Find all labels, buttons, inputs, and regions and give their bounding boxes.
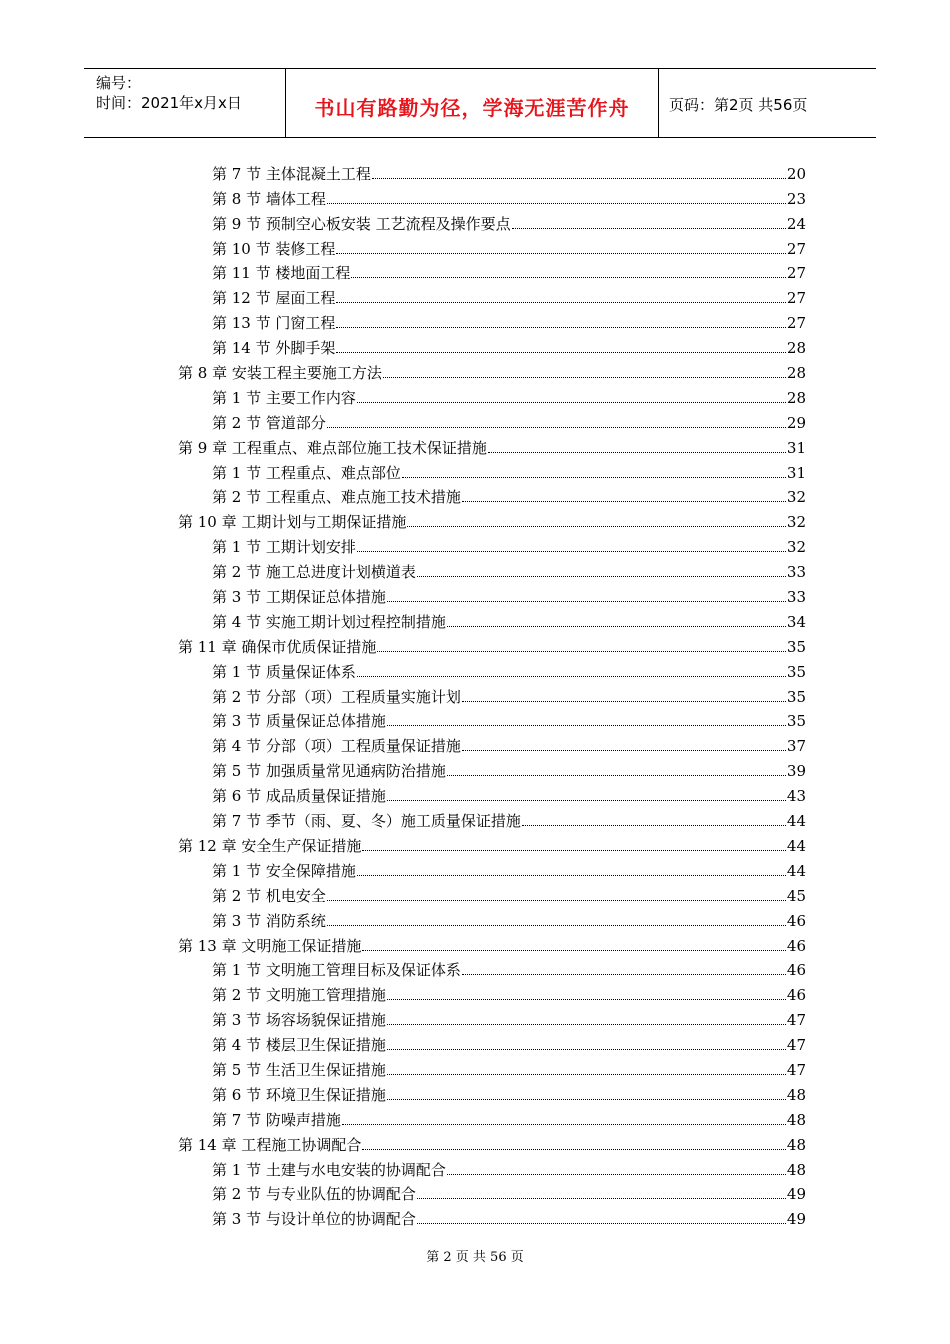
toc-section-entry[interactable] (178, 183, 806, 208)
toc-entry-label: 第 3 节 工期保证总体措施 (212, 588, 386, 607)
toc-dot-leader (362, 950, 786, 951)
toc-entry-label: 第 7 节 季节（雨、夏、冬）施工质量保证措施 (212, 812, 521, 831)
toc-entry-page-number: 27 (786, 289, 806, 308)
toc-entry-page-number: 47 (786, 1011, 806, 1030)
toc-dot-leader (377, 651, 786, 652)
toc-entry-label: 第 2 节 分部（项）工程质量实施计划 (212, 687, 461, 706)
toc-dot-leader (387, 1074, 786, 1075)
toc-chapter-entry[interactable] (178, 830, 806, 855)
toc-entry-page-number: 35 (786, 637, 806, 656)
toc-entry-page-number: 46 (786, 911, 806, 930)
toc-dot-leader (522, 825, 786, 826)
toc-entry-label: 第 3 节 消防系统 (212, 911, 326, 930)
toc-entry-label: 第 9 节 预制空心板安装 工艺流程及操作要点 (212, 214, 511, 233)
toc-dot-leader (447, 626, 786, 627)
toc-entry-label: 第 2 节 施工总进度计划横道表 (212, 563, 416, 582)
toc-entry-page-number: 31 (786, 438, 806, 457)
toc-section-entry[interactable] (178, 656, 806, 681)
toc-section-entry[interactable] (178, 581, 806, 606)
toc-entry-label: 第 4 节 楼层卫生保证措施 (212, 1036, 386, 1055)
toc-chapter-entry[interactable] (178, 357, 806, 382)
toc-chapter-entry[interactable] (178, 1129, 806, 1154)
toc-entry-page-number: 48 (786, 1110, 806, 1129)
toc-chapter-entry[interactable] (178, 432, 806, 457)
toc-entry-label: 第 3 节 质量保证总体措施 (212, 712, 386, 731)
toc-dot-leader (383, 377, 786, 378)
toc-dot-leader (447, 775, 786, 776)
toc-dot-leader (407, 526, 786, 527)
toc-chapter-entry[interactable] (178, 930, 806, 955)
toc-section-entry[interactable] (178, 1154, 806, 1179)
toc-dot-leader (512, 228, 786, 229)
toc-entry-label: 第 6 节 环境卫生保证措施 (212, 1085, 386, 1104)
toc-section-entry[interactable] (178, 208, 806, 233)
toc-section-entry[interactable] (178, 855, 806, 880)
toc-entry-page-number: 46 (786, 961, 806, 980)
toc-entry-label: 第 10 章 工期计划与工期保证措施 (178, 513, 407, 532)
toc-entry-label: 第 14 节 外脚手架 (212, 339, 336, 358)
toc-dot-leader (336, 253, 786, 254)
toc-section-entry[interactable] (178, 482, 806, 507)
toc-entry-page-number: 33 (786, 563, 806, 582)
toc-section-entry[interactable] (178, 955, 806, 980)
toc-entry-page-number: 23 (786, 189, 806, 208)
toc-entry-label: 第 2 节 与专业队伍的协调配合 (212, 1185, 416, 1204)
toc-chapter-entry[interactable] (178, 506, 806, 531)
toc-entry-page-number: 37 (786, 737, 806, 756)
toc-entry-label: 第 2 节 机电安全 (212, 886, 326, 905)
toc-section-entry[interactable] (178, 755, 806, 780)
toc-entry-label: 第 1 节 安全保障措施 (212, 861, 356, 880)
header-motto: 书山有路勤为径，学海无涯苦作舟 (286, 69, 659, 137)
toc-entry-label: 第 12 章 安全生产保证措施 (178, 836, 362, 855)
toc-entry-label: 第 3 节 与设计单位的协调配合 (212, 1210, 416, 1229)
toc-entry-page-number: 28 (786, 388, 806, 407)
header-meta (84, 69, 286, 137)
toc-entry-page-number: 48 (786, 1160, 806, 1179)
toc-section-entry[interactable] (178, 780, 806, 805)
toc-entry-page-number: 35 (786, 712, 806, 731)
toc-section-entry[interactable] (178, 805, 806, 830)
toc-entry-label: 第 1 节 主要工作内容 (212, 388, 356, 407)
page-footer: 第 2 页 共 56 页 (426, 1250, 524, 1265)
toc-entry-page-number: 47 (786, 1036, 806, 1055)
toc-entry-page-number: 46 (786, 936, 806, 955)
toc-entry-page-number: 35 (786, 662, 806, 681)
toc-entry-label: 第 14 章 工程施工协调配合 (178, 1135, 362, 1154)
toc-dot-leader (447, 1174, 786, 1175)
toc-entry-label: 第 4 节 实施工期计划过程控制措施 (212, 612, 446, 631)
toc-section-entry[interactable] (178, 407, 806, 432)
toc-section-entry[interactable] (178, 158, 806, 183)
toc-entry-page-number: 28 (786, 339, 806, 358)
toc-section-entry[interactable] (178, 730, 806, 755)
page-header (84, 68, 876, 138)
toc-dot-leader (462, 701, 786, 702)
toc-entry-label: 第 5 节 生活卫生保证措施 (212, 1060, 386, 1079)
toc-entry-label: 第 1 节 文明施工管理目标及保证体系 (212, 961, 461, 980)
toc-section-entry[interactable] (178, 307, 806, 332)
toc-entry-page-number: 32 (786, 538, 806, 557)
toc-section-entry[interactable] (178, 706, 806, 731)
toc-entry-label: 第 7 节 主体混凝土工程 (212, 164, 371, 183)
toc-dot-leader (417, 576, 786, 577)
toc-dot-leader (417, 1223, 786, 1224)
toc-entry-label: 第 12 节 屋面工程 (212, 289, 336, 308)
toc-entry-label: 第 8 章 安装工程主要施工方法 (178, 364, 382, 383)
toc-dot-leader (462, 974, 786, 975)
toc-dot-leader (387, 800, 786, 801)
toc-entry-page-number: 48 (786, 1085, 806, 1104)
toc-dot-leader (327, 427, 786, 428)
toc-section-entry[interactable] (178, 233, 806, 258)
toc-section-entry[interactable] (178, 258, 806, 283)
toc-entry-page-number: 47 (786, 1060, 806, 1079)
toc-entry-label: 第 1 节 土建与水电安装的协调配合 (212, 1160, 446, 1179)
document-number-label: 编号： (96, 74, 142, 92)
toc-dot-leader (387, 999, 786, 1000)
toc-entry-page-number: 49 (786, 1185, 806, 1204)
toc-dot-leader (351, 277, 786, 278)
toc-section-entry[interactable] (178, 681, 806, 706)
toc-section-entry[interactable] (178, 1203, 806, 1228)
toc-entry-page-number: 48 (786, 1135, 806, 1154)
toc-section-entry[interactable] (178, 905, 806, 930)
toc-section-entry[interactable] (178, 1104, 806, 1129)
toc-entry-page-number: 46 (786, 986, 806, 1005)
toc-dot-leader (336, 302, 786, 303)
toc-entry-page-number: 44 (786, 812, 806, 831)
toc-entry-page-number: 27 (786, 264, 806, 283)
toc-entry-label: 第 1 节 质量保证体系 (212, 662, 356, 681)
toc-dot-leader (362, 1149, 786, 1150)
toc-dot-leader (417, 1198, 786, 1199)
toc-section-entry[interactable] (178, 979, 806, 1004)
toc-section-entry[interactable] (178, 1004, 806, 1029)
toc-section-entry[interactable] (178, 606, 806, 631)
toc-dot-leader (327, 925, 786, 926)
toc-entry-page-number: 24 (786, 214, 806, 233)
toc-entry-page-number: 39 (786, 762, 806, 781)
toc-dot-leader (372, 178, 786, 179)
toc-entry-page-number: 20 (786, 164, 806, 183)
toc-entry-label: 第 7 节 防噪声措施 (212, 1110, 341, 1129)
toc-entry-page-number: 45 (786, 886, 806, 905)
toc-entry-page-number: 29 (786, 413, 806, 432)
toc-section-entry[interactable] (178, 880, 806, 905)
toc-entry-label: 第 10 节 装修工程 (212, 239, 336, 258)
toc-dot-leader (357, 402, 786, 403)
toc-entry-page-number: 44 (786, 836, 806, 855)
header-page-label: 页码：第2页 共56页 (669, 95, 808, 114)
toc-entry-label: 第 6 节 成品质量保证措施 (212, 787, 386, 806)
toc-entry-page-number: 35 (786, 687, 806, 706)
toc-section-entry[interactable] (178, 382, 806, 407)
toc-entry-page-number: 31 (786, 463, 806, 482)
toc-section-entry[interactable] (178, 1079, 806, 1104)
toc-entry-label: 第 11 节 楼地面工程 (212, 264, 351, 283)
toc-dot-leader (336, 327, 786, 328)
toc-section-entry[interactable] (178, 1179, 806, 1204)
toc-dot-leader (462, 501, 786, 502)
toc-entry-page-number: 43 (786, 787, 806, 806)
toc-entry-page-number: 34 (786, 612, 806, 631)
toc-entry-label: 第 2 节 工程重点、难点施工技术措施 (212, 488, 461, 507)
toc-dot-leader (402, 477, 786, 478)
toc-entry-label: 第 11 章 确保市优质保证措施 (178, 637, 377, 656)
toc-dot-leader (357, 551, 786, 552)
toc-entry-page-number: 33 (786, 588, 806, 607)
table-of-contents (178, 158, 806, 1228)
toc-dot-leader (387, 1049, 786, 1050)
toc-section-entry[interactable] (178, 282, 806, 307)
toc-entry-label: 第 2 节 管道部分 (212, 413, 326, 432)
toc-entry-page-number: 44 (786, 861, 806, 880)
toc-entry-label: 第 13 节 门窗工程 (212, 314, 336, 333)
toc-dot-leader (327, 900, 786, 901)
toc-dot-leader (462, 750, 786, 751)
toc-section-entry[interactable] (178, 1029, 806, 1054)
toc-dot-leader (488, 452, 786, 453)
toc-dot-leader (387, 725, 786, 726)
toc-section-entry[interactable] (178, 332, 806, 357)
toc-entry-label: 第 1 节 工程重点、难点部位 (212, 463, 401, 482)
toc-entry-page-number: 32 (786, 513, 806, 532)
toc-entry-label: 第 9 章 工程重点、难点部位施工技术保证措施 (178, 438, 487, 457)
toc-entry-page-number: 27 (786, 239, 806, 258)
toc-dot-leader (357, 875, 786, 876)
toc-section-entry[interactable] (178, 1054, 806, 1079)
toc-dot-leader (342, 1124, 786, 1125)
toc-entry-page-number: 28 (786, 364, 806, 383)
toc-entry-label: 第 1 节 工期计划安排 (212, 538, 356, 557)
toc-dot-leader (357, 676, 786, 677)
toc-entry-page-number: 49 (786, 1210, 806, 1229)
toc-dot-leader (387, 1024, 786, 1025)
toc-dot-leader (387, 1099, 786, 1100)
toc-entry-page-number: 32 (786, 488, 806, 507)
toc-dot-leader (336, 352, 786, 353)
toc-entry-label: 第 3 节 场容场貌保证措施 (212, 1011, 386, 1030)
toc-chapter-entry[interactable] (178, 631, 806, 656)
document-date-label: 时间：2021年x月x日 (96, 94, 242, 112)
toc-entry-label: 第 8 节 墙体工程 (212, 189, 326, 208)
toc-section-entry[interactable] (178, 556, 806, 581)
toc-entry-label: 第 2 节 文明施工管理措施 (212, 986, 386, 1005)
toc-section-entry[interactable] (178, 531, 806, 556)
toc-entry-page-number: 27 (786, 314, 806, 333)
toc-dot-leader (327, 203, 786, 204)
toc-dot-leader (387, 601, 786, 602)
toc-entry-label: 第 13 章 文明施工保证措施 (178, 936, 362, 955)
toc-entry-label: 第 5 节 加强质量常见通病防治措施 (212, 762, 446, 781)
toc-entry-label: 第 4 节 分部（项）工程质量保证措施 (212, 737, 461, 756)
toc-dot-leader (362, 850, 786, 851)
toc-section-entry[interactable] (178, 457, 806, 482)
